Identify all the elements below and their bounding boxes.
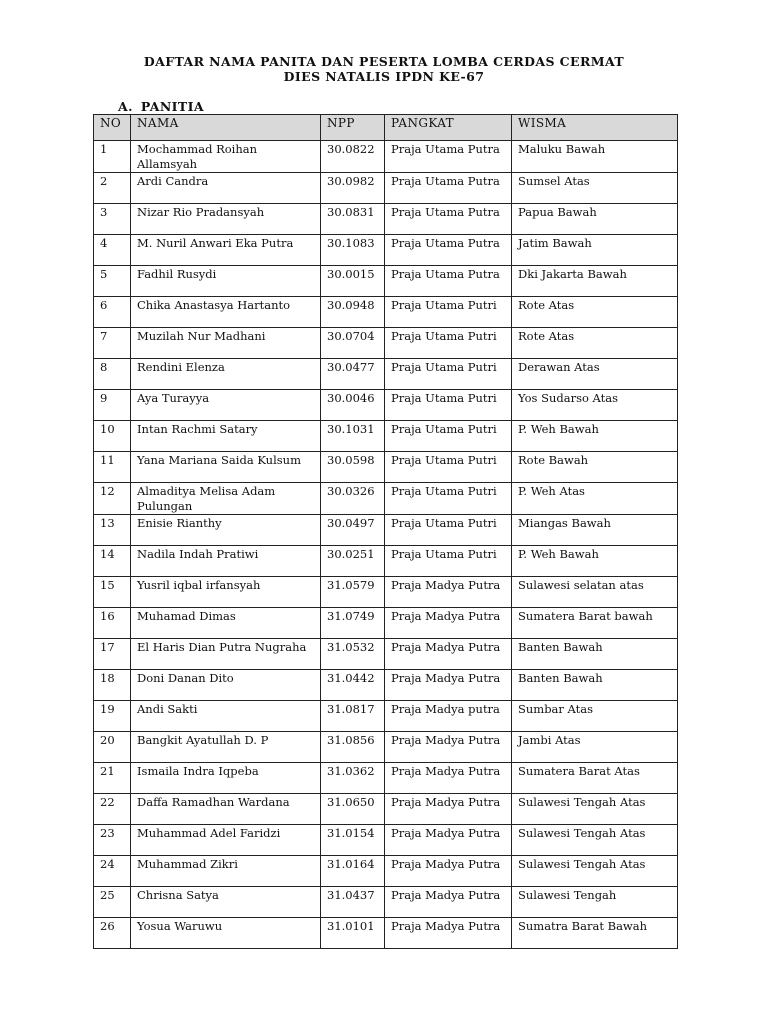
table-row xyxy=(94,515,678,546)
header-no: NO xyxy=(94,115,131,141)
table-row xyxy=(94,297,678,328)
cell-npp: 31.0442 xyxy=(321,670,385,701)
cell-no: 16 xyxy=(94,608,131,639)
cell-pangkat: Praja Madya Putra xyxy=(385,918,512,949)
table-row xyxy=(94,608,678,639)
header-npp: NPP xyxy=(321,115,385,141)
cell-pangkat: Praja Madya Putra xyxy=(385,887,512,918)
cell-no: 12 xyxy=(94,483,131,515)
cell-wisma: Rote Bawah xyxy=(512,452,678,483)
cell-npp: 31.0154 xyxy=(321,825,385,856)
cell-no: 15 xyxy=(94,577,131,608)
cell-wisma: Sulawesi Tengah xyxy=(512,887,678,918)
cell-npp: 31.0856 xyxy=(321,732,385,763)
table-row xyxy=(94,670,678,701)
table-row xyxy=(94,918,678,949)
table-row xyxy=(94,794,678,825)
cell-pangkat: Praja Utama Putri xyxy=(385,452,512,483)
cell-nama: Chika Anastasya Hartanto xyxy=(131,297,321,328)
cell-wisma: P. Weh Bawah xyxy=(512,421,678,452)
cell-no: 17 xyxy=(94,639,131,670)
cell-npp: 30.0822 xyxy=(321,141,385,173)
cell-nama: Ardi Candra xyxy=(131,173,321,204)
cell-nama: Muzilah Nur Madhani xyxy=(131,328,321,359)
cell-nama: Muhammad Zikri xyxy=(131,856,321,887)
cell-npp: 30.0497 xyxy=(321,515,385,546)
header-nama: NAMA xyxy=(131,115,321,141)
cell-npp: 30.0477 xyxy=(321,359,385,390)
cell-no: 24 xyxy=(94,856,131,887)
cell-wisma: Rote Atas xyxy=(512,297,678,328)
section-letter: A. xyxy=(118,99,133,114)
cell-wisma: Banten Bawah xyxy=(512,639,678,670)
cell-npp: 30.0704 xyxy=(321,328,385,359)
table-row xyxy=(94,887,678,918)
cell-no: 21 xyxy=(94,763,131,794)
cell-nama: Muhamad Dimas xyxy=(131,608,321,639)
cell-pangkat: Praja Utama Putra xyxy=(385,141,512,173)
cell-wisma: P. Weh Atas xyxy=(512,483,678,515)
cell-wisma: Jatim Bawah xyxy=(512,235,678,266)
cell-wisma: Sumbar Atas xyxy=(512,701,678,732)
cell-pangkat: Praja Madya Putra xyxy=(385,732,512,763)
cell-no: 23 xyxy=(94,825,131,856)
cell-no: 18 xyxy=(94,670,131,701)
cell-npp: 31.0101 xyxy=(321,918,385,949)
cell-wisma: Rote Atas xyxy=(512,328,678,359)
cell-npp: 30.0598 xyxy=(321,452,385,483)
cell-nama: Daffa Ramadhan Wardana xyxy=(131,794,321,825)
header-wisma: WISMA xyxy=(512,115,678,141)
cell-nama: Bangkit Ayatullah D. P xyxy=(131,732,321,763)
cell-pangkat: Praja Utama Putra xyxy=(385,204,512,235)
cell-pangkat: Praja Utama Putri xyxy=(385,483,512,515)
cell-npp: 30.1083 xyxy=(321,235,385,266)
cell-no: 13 xyxy=(94,515,131,546)
cell-nama: Doni Danan Dito xyxy=(131,670,321,701)
cell-npp: 30.0251 xyxy=(321,546,385,577)
table-row xyxy=(94,483,678,515)
table-row xyxy=(94,452,678,483)
section-heading xyxy=(118,99,204,114)
cell-npp: 31.0164 xyxy=(321,856,385,887)
cell-nama: Nizar Rio Pradansyah xyxy=(131,204,321,235)
cell-npp: 31.0362 xyxy=(321,763,385,794)
cell-npp: 31.0437 xyxy=(321,887,385,918)
cell-pangkat: Praja Utama Putra xyxy=(385,173,512,204)
table-row xyxy=(94,546,678,577)
cell-nama: M. Nuril Anwari Eka Putra xyxy=(131,235,321,266)
cell-pangkat: Praja Utama Putra xyxy=(385,235,512,266)
table-row xyxy=(94,328,678,359)
table-row xyxy=(94,359,678,390)
cell-no: 25 xyxy=(94,887,131,918)
cell-nama: Andi Sakti xyxy=(131,701,321,732)
cell-npp: 31.0532 xyxy=(321,639,385,670)
cell-pangkat: Praja Utama Putri xyxy=(385,359,512,390)
cell-no: 6 xyxy=(94,297,131,328)
cell-no: 9 xyxy=(94,390,131,421)
cell-no: 10 xyxy=(94,421,131,452)
cell-nama: Rendini Elenza xyxy=(131,359,321,390)
cell-npp: 30.0948 xyxy=(321,297,385,328)
cell-nama: Aya Turayya xyxy=(131,390,321,421)
table-row xyxy=(94,701,678,732)
cell-pangkat: Praja Utama Putri xyxy=(385,515,512,546)
table-row xyxy=(94,266,678,297)
cell-pangkat: Praja Madya Putra xyxy=(385,794,512,825)
cell-wisma: Yos Sudarso Atas xyxy=(512,390,678,421)
table-row xyxy=(94,235,678,266)
cell-npp: 30.0982 xyxy=(321,173,385,204)
cell-wisma: P. Weh Bawah xyxy=(512,546,678,577)
cell-pangkat: Praja Madya Putra xyxy=(385,670,512,701)
cell-no: 2 xyxy=(94,173,131,204)
cell-no: 11 xyxy=(94,452,131,483)
cell-no: 14 xyxy=(94,546,131,577)
cell-npp: 31.0579 xyxy=(321,577,385,608)
cell-pangkat: Praja Utama Putri xyxy=(385,328,512,359)
cell-pangkat: Praja Madya Putra xyxy=(385,608,512,639)
cell-npp: 30.0015 xyxy=(321,266,385,297)
table-row xyxy=(94,825,678,856)
cell-nama: Enisie Rianthy xyxy=(131,515,321,546)
cell-wisma: Sumatra Barat Bawah xyxy=(512,918,678,949)
table-row xyxy=(94,141,678,173)
cell-npp: 30.0831 xyxy=(321,204,385,235)
cell-no: 8 xyxy=(94,359,131,390)
cell-no: 1 xyxy=(94,141,131,173)
cell-wisma: Derawan Atas xyxy=(512,359,678,390)
cell-pangkat: Praja Madya putra xyxy=(385,701,512,732)
cell-wisma: Sumatera Barat Atas xyxy=(512,763,678,794)
cell-nama: Yana Mariana Saida Kulsum xyxy=(131,452,321,483)
cell-wisma: Dki Jakarta Bawah xyxy=(512,266,678,297)
cell-pangkat: Praja Utama Putri xyxy=(385,390,512,421)
cell-nama: Chrisna Satya xyxy=(131,887,321,918)
cell-nama: Mochammad Roihan Allamsyah xyxy=(131,141,321,173)
table-row xyxy=(94,204,678,235)
cell-no: 19 xyxy=(94,701,131,732)
cell-npp: 30.0326 xyxy=(321,483,385,515)
table-row xyxy=(94,390,678,421)
cell-no: 3 xyxy=(94,204,131,235)
cell-wisma: Sulawesi Tengah Atas xyxy=(512,794,678,825)
document-title-line-1: DAFTAR NAMA PANITA DAN PESERTA LOMBA CERDAS CERMAT xyxy=(143,54,625,69)
cell-no: 20 xyxy=(94,732,131,763)
table-row xyxy=(94,173,678,204)
cell-no: 7 xyxy=(94,328,131,359)
cell-no: 5 xyxy=(94,266,131,297)
cell-pangkat: Praja Madya Putra xyxy=(385,825,512,856)
cell-npp: 31.0817 xyxy=(321,701,385,732)
table-row xyxy=(94,763,678,794)
cell-no: 22 xyxy=(94,794,131,825)
table-row xyxy=(94,577,678,608)
cell-npp: 30.1031 xyxy=(321,421,385,452)
cell-no: 26 xyxy=(94,918,131,949)
cell-pangkat: Praja Madya Putra xyxy=(385,763,512,794)
cell-pangkat: Praja Madya Putra xyxy=(385,639,512,670)
cell-wisma: Banten Bawah xyxy=(512,670,678,701)
table-row xyxy=(94,856,678,887)
cell-npp: 31.0650 xyxy=(321,794,385,825)
cell-wisma: Sulawesi Tengah Atas xyxy=(512,825,678,856)
cell-pangkat: Praja Utama Putra xyxy=(385,266,512,297)
panitia-table xyxy=(93,114,678,949)
table-header-row xyxy=(94,115,678,141)
cell-nama: Yosua Waruwu xyxy=(131,918,321,949)
cell-wisma: Sumsel Atas xyxy=(512,173,678,204)
cell-nama: Fadhil Rusydi xyxy=(131,266,321,297)
cell-nama: Nadila Indah Pratiwi xyxy=(131,546,321,577)
cell-nama: El Haris Dian Putra Nugraha xyxy=(131,639,321,670)
table-row xyxy=(94,639,678,670)
cell-nama: Yusril iqbal irfansyah xyxy=(131,577,321,608)
cell-pangkat: Praja Utama Putri xyxy=(385,421,512,452)
document-title-line-2: DIES NATALIS IPDN KE-67 xyxy=(283,69,485,84)
cell-wisma: Maluku Bawah xyxy=(512,141,678,173)
cell-wisma: Sumatera Barat bawah xyxy=(512,608,678,639)
cell-npp: 31.0749 xyxy=(321,608,385,639)
cell-wisma: Jambi Atas xyxy=(512,732,678,763)
cell-pangkat: Praja Madya Putra xyxy=(385,856,512,887)
cell-wisma: Papua Bawah xyxy=(512,204,678,235)
section-title: PANITIA xyxy=(140,99,204,114)
cell-pangkat: Praja Madya Putra xyxy=(385,577,512,608)
cell-no: 4 xyxy=(94,235,131,266)
cell-pangkat: Praja Utama Putri xyxy=(385,546,512,577)
header-pangkat: PANGKAT xyxy=(385,115,512,141)
cell-nama: Ismaila Indra Iqpeba xyxy=(131,763,321,794)
cell-pangkat: Praja Utama Putri xyxy=(385,297,512,328)
cell-wisma: Sulawesi Tengah Atas xyxy=(512,856,678,887)
cell-wisma: Miangas Bawah xyxy=(512,515,678,546)
table-row xyxy=(94,732,678,763)
cell-wisma: Sulawesi selatan atas xyxy=(512,577,678,608)
cell-npp: 30.0046 xyxy=(321,390,385,421)
cell-nama: Almaditya Melisa Adam Pulungan xyxy=(131,483,321,515)
cell-nama: Intan Rachmi Satary xyxy=(131,421,321,452)
table-row xyxy=(94,421,678,452)
cell-nama: Muhammad Adel Faridzi xyxy=(131,825,321,856)
